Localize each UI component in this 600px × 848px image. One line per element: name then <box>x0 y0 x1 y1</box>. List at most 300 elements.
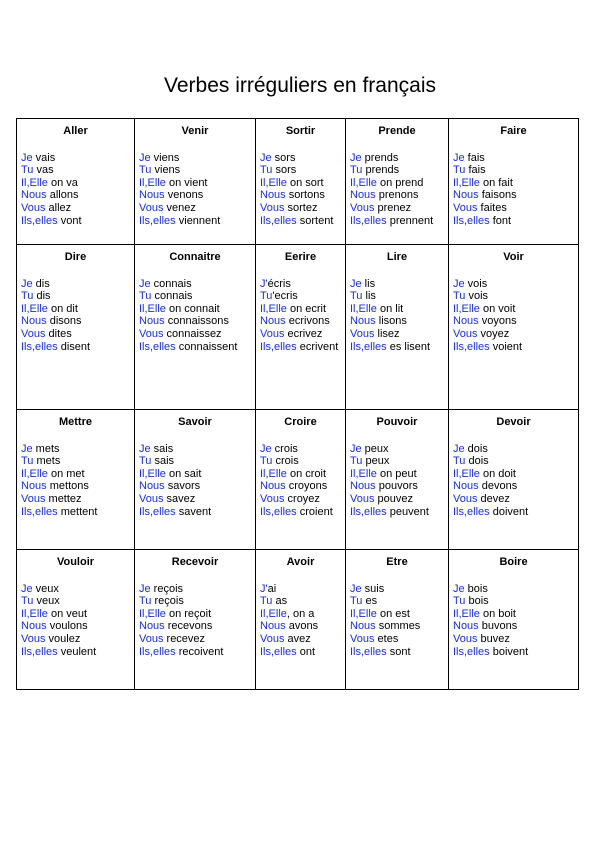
verb-form: prends <box>362 164 400 177</box>
pronoun: Vous <box>260 201 285 214</box>
conjugation-line <box>21 455 130 468</box>
conjugation-line <box>350 315 444 328</box>
conjugation-line <box>350 215 444 228</box>
pronoun: Tu <box>21 455 34 468</box>
verb-form: , on a <box>286 607 315 620</box>
verb-form: veux <box>32 582 59 595</box>
conjugation-line <box>139 455 251 468</box>
conjugation-line <box>453 341 574 354</box>
pronoun: Vous <box>21 492 46 505</box>
verb-form: on vient <box>165 176 208 189</box>
conjugation-line <box>453 328 574 341</box>
verb-cell <box>17 119 135 245</box>
pronoun: Vous <box>21 327 46 340</box>
verb-form: recevons <box>164 620 213 633</box>
conjugation-line <box>350 290 444 303</box>
pronoun: Tu <box>453 455 466 468</box>
pronoun: Il,Elle <box>453 176 480 189</box>
pronoun: Nous <box>453 620 479 633</box>
pronoun: Je <box>260 442 272 455</box>
conjugation-line <box>260 278 341 291</box>
verb-form: ai <box>267 582 277 595</box>
verb-form: buvons <box>478 620 518 633</box>
verb-cell <box>256 245 346 410</box>
conjugation-line <box>453 633 574 646</box>
pronoun: Nous <box>453 315 479 328</box>
pronoun: Je <box>453 151 465 164</box>
verb-form: on ecrit <box>286 302 327 315</box>
conjugation-line <box>260 506 341 519</box>
conjugation-line <box>139 341 251 354</box>
conjugation-line <box>350 646 444 659</box>
pronoun: Vous <box>139 327 164 340</box>
pronoun: Tu <box>350 455 363 468</box>
verb-form: prennent <box>386 214 434 227</box>
verb-form: bois <box>464 582 488 595</box>
verb-cell <box>256 410 346 550</box>
verb-form: es lisent <box>386 340 431 353</box>
pronoun: Vous <box>260 632 285 645</box>
verb-form: ont <box>296 645 316 658</box>
verb-form: lis <box>362 290 376 303</box>
pronoun: Vous <box>350 492 375 505</box>
verb-form: on fait <box>479 176 513 189</box>
conjugation-line <box>453 620 574 633</box>
conjugation-line <box>260 620 341 633</box>
pronoun: Tu <box>21 595 34 608</box>
conjugation-line <box>350 633 444 646</box>
verb-heading: Eerire <box>284 251 317 263</box>
verb-form: peux <box>361 442 389 455</box>
pronoun: Je <box>139 442 151 455</box>
verb-form: viens <box>151 164 181 177</box>
conjugation-line <box>453 608 574 621</box>
verb-form: lis <box>361 277 376 290</box>
conjugation-line <box>350 341 444 354</box>
conjugation-line <box>139 506 251 519</box>
conjugation-line <box>21 583 130 596</box>
conjugation-line <box>21 215 130 228</box>
conjugation-line <box>453 215 574 228</box>
verb-form: 'ecris <box>272 290 298 303</box>
verb-form: on sort <box>286 176 324 189</box>
verb-form: croyez <box>284 492 320 505</box>
conjugation-line <box>139 303 251 316</box>
verb-form: es <box>362 595 378 608</box>
conjugation-line <box>453 315 574 328</box>
verb-form: sommes <box>375 620 421 633</box>
verb-form: voient <box>489 340 523 353</box>
conjugation-line <box>350 202 444 215</box>
conjugation-line <box>139 468 251 481</box>
conjugation-line <box>260 177 341 190</box>
conjugation-line <box>139 328 251 341</box>
pronoun: Tu <box>260 290 273 303</box>
verb-form: lisons <box>375 315 407 328</box>
pronoun: Je <box>453 442 465 455</box>
pronoun: Il,Elle <box>139 176 166 189</box>
conjugation-line <box>139 164 251 177</box>
pronoun: Tu <box>453 595 466 608</box>
pronoun: Tu <box>139 595 152 608</box>
verb-heading: Avoir <box>286 556 315 568</box>
verb-form: écris <box>267 277 291 290</box>
verb-form: on dit <box>47 302 78 315</box>
pronoun: Il,Elle <box>21 607 48 620</box>
conjugation-line <box>260 189 341 202</box>
conjugation-line <box>350 443 444 456</box>
pronoun: Nous <box>350 620 376 633</box>
verb-heading: Prende <box>378 125 416 137</box>
pronoun: Je <box>139 582 151 595</box>
conjugation-line <box>350 328 444 341</box>
verb-form: mettez <box>45 492 82 505</box>
conjugation-line <box>21 303 130 316</box>
conjugation-line <box>139 595 251 608</box>
verb-form: font <box>489 214 512 227</box>
pronoun: Vous <box>453 492 478 505</box>
conjugation-line <box>350 480 444 493</box>
verb-cell <box>346 245 449 410</box>
verb-heading: Devoir <box>496 416 531 428</box>
conjugation-line <box>21 152 130 165</box>
pronoun: Il,Elle <box>350 607 377 620</box>
conjugation-line <box>139 443 251 456</box>
pronoun: Ils,elles <box>260 340 297 353</box>
verb-form: sortons <box>285 189 325 202</box>
conjugation-line <box>350 455 444 468</box>
verb-heading: Vouloir <box>56 556 95 568</box>
verb-heading: Connaitre <box>169 251 221 263</box>
conjugation-line <box>453 443 574 456</box>
pronoun: Je <box>21 151 33 164</box>
pronoun: J' <box>260 582 268 595</box>
verb-form: sors <box>272 164 297 177</box>
conjugation-line <box>453 177 574 190</box>
conjugation-line <box>350 303 444 316</box>
conjugation-line <box>260 303 341 316</box>
pronoun: Vous <box>350 632 375 645</box>
verb-form: as <box>272 595 288 608</box>
verb-form: avez <box>284 632 311 645</box>
pronoun: Ils,elles <box>453 505 490 518</box>
verb-form: on prend <box>376 176 424 189</box>
verb-form: vais <box>32 151 56 164</box>
conjugation-line <box>260 455 341 468</box>
verb-form: devez <box>477 492 510 505</box>
verb-cell <box>346 119 449 245</box>
conjugation-line <box>260 164 341 177</box>
verb-heading: Savoir <box>178 416 212 428</box>
table-row <box>17 119 579 245</box>
pronoun: Il,Elle <box>139 302 166 315</box>
conjugation-line <box>453 202 574 215</box>
pronoun: Tu <box>139 455 152 468</box>
pronoun: Tu <box>260 455 273 468</box>
conjugation-table <box>16 118 579 690</box>
conjugation-line <box>350 164 444 177</box>
verb-heading: Voir <box>503 251 524 263</box>
pronoun: Tu <box>453 164 466 177</box>
conjugation-line <box>260 480 341 493</box>
verb-cell <box>256 119 346 245</box>
conjugation-line <box>21 290 130 303</box>
pronoun: Vous <box>350 201 375 214</box>
verb-cell <box>135 550 256 690</box>
pronoun: Il,Elle <box>453 302 480 315</box>
table-row <box>17 245 579 410</box>
pronoun: Vous <box>139 492 164 505</box>
verb-heading: Croire <box>284 416 317 428</box>
conjugation-line <box>350 493 444 506</box>
verb-form: dites <box>45 327 72 340</box>
pronoun: Tu <box>260 164 273 177</box>
verb-cell <box>135 410 256 550</box>
verb-form: mettent <box>57 505 98 518</box>
pronoun: Ils,elles <box>21 214 58 227</box>
verb-form: on reçoit <box>165 607 212 620</box>
pronoun: Vous <box>139 632 164 645</box>
verb-form: on veut <box>47 607 88 620</box>
pronoun: Ils,elles <box>350 505 387 518</box>
conjugation-line <box>453 480 574 493</box>
verb-heading: Mettre <box>58 416 92 428</box>
verb-heading: Boire <box>499 556 528 568</box>
conjugation-line <box>260 215 341 228</box>
pronoun: Nous <box>139 620 165 633</box>
pronoun: Nous <box>453 480 479 493</box>
pronoun: Je <box>453 582 465 595</box>
pronoun: Vous <box>453 327 478 340</box>
verb-form: crois <box>272 455 299 468</box>
verb-form: viennent <box>175 214 221 227</box>
pronoun: Nous <box>350 480 376 493</box>
verb-form: allez <box>45 201 72 214</box>
verb-cell <box>449 410 579 550</box>
verb-form: sont <box>386 645 411 658</box>
conjugation-line <box>139 480 251 493</box>
verb-form: dois <box>465 455 489 468</box>
conjugation-line <box>350 278 444 291</box>
verb-form: peuvent <box>386 505 429 518</box>
verb-form: vont <box>57 214 82 227</box>
pronoun: Il,Elle <box>260 607 287 620</box>
pronoun: Ils,elles <box>21 340 58 353</box>
verb-form: sais <box>150 442 174 455</box>
conjugation-line <box>21 177 130 190</box>
conjugation-line <box>139 215 251 228</box>
verb-cell <box>346 550 449 690</box>
conjugation-line <box>21 620 130 633</box>
verb-form: crois <box>271 442 298 455</box>
verb-form: etes <box>374 632 399 645</box>
conjugation-line <box>453 646 574 659</box>
conjugation-line <box>260 443 341 456</box>
verb-form: savez <box>163 492 196 505</box>
conjugation-line <box>139 583 251 596</box>
conjugation-line <box>139 633 251 646</box>
pronoun: Ils,elles <box>139 505 176 518</box>
pronoun: Ils,elles <box>139 645 176 658</box>
verb-form: fais <box>464 151 485 164</box>
verb-form: on met <box>47 467 85 480</box>
conjugation-line <box>350 152 444 165</box>
pronoun: Vous <box>139 201 164 214</box>
pronoun: Vous <box>350 327 375 340</box>
pronoun: Il,Elle <box>21 176 48 189</box>
verb-form: mets <box>33 455 61 468</box>
verb-form: dois <box>464 442 488 455</box>
pronoun: Il,Elle <box>453 607 480 620</box>
conjugation-line <box>21 278 130 291</box>
conjugation-line <box>139 315 251 328</box>
verb-form: on boit <box>479 607 516 620</box>
conjugation-line <box>21 633 130 646</box>
verb-form: sors <box>271 151 296 164</box>
conjugation-line <box>139 202 251 215</box>
verb-form: faites <box>477 201 507 214</box>
table-row <box>17 550 579 690</box>
pronoun: Vous <box>21 632 46 645</box>
pronoun: Vous <box>260 492 285 505</box>
verb-cell <box>17 245 135 410</box>
pronoun: Ils,elles <box>350 340 387 353</box>
conjugation-line <box>453 468 574 481</box>
verb-form: ecrivons <box>285 315 330 328</box>
verb-cell <box>17 550 135 690</box>
verb-cell <box>17 410 135 550</box>
verb-form: sortez <box>284 201 318 214</box>
verb-form: on est <box>376 607 410 620</box>
pronoun: Tu <box>453 290 466 303</box>
conjugation-line <box>21 506 130 519</box>
verb-form: dis <box>32 277 50 290</box>
verb-heading: Recevoir <box>171 556 219 568</box>
pronoun: Ils,elles <box>21 505 58 518</box>
pronoun: Je <box>21 582 33 595</box>
verb-form: recevez <box>163 632 206 645</box>
verb-form: peux <box>362 455 390 468</box>
verb-form: savors <box>164 480 201 493</box>
pronoun: Je <box>350 151 362 164</box>
verb-form: ecrivez <box>284 327 323 340</box>
pronoun: Tu <box>260 595 273 608</box>
conjugation-line <box>21 202 130 215</box>
pronoun: Tu <box>139 164 152 177</box>
verb-heading: Pouvoir <box>376 416 418 428</box>
verb-cell <box>449 245 579 410</box>
verb-form: ecrivent <box>296 340 339 353</box>
verb-form: viens <box>150 151 180 164</box>
pronoun: Tu <box>350 164 363 177</box>
pronoun: Je <box>139 277 151 290</box>
verb-form: prenez <box>374 201 412 214</box>
verb-form: pouvez <box>374 492 413 505</box>
conjugation-line <box>350 468 444 481</box>
verb-form: reçois <box>150 582 184 595</box>
verb-form: voyons <box>478 315 517 328</box>
verb-form: on peut <box>376 467 417 480</box>
conjugation-line <box>260 608 341 621</box>
conjugation-line <box>453 595 574 608</box>
conjugation-line <box>260 468 341 481</box>
pronoun: Tu <box>350 290 363 303</box>
conjugation-line <box>21 608 130 621</box>
pronoun: Ils,elles <box>21 645 58 658</box>
conjugation-line <box>350 583 444 596</box>
verb-form: avons <box>285 620 319 633</box>
verb-form: veux <box>33 595 60 608</box>
pronoun: Ils,elles <box>350 214 387 227</box>
pronoun: Il,Elle <box>21 467 48 480</box>
verb-form: sais <box>151 455 175 468</box>
verb-form: doivent <box>489 505 529 518</box>
pronoun: Tu <box>21 164 34 177</box>
conjugation-line <box>21 595 130 608</box>
conjugation-line <box>453 455 574 468</box>
pronoun: Il,Elle <box>139 467 166 480</box>
pronoun: Je <box>21 277 33 290</box>
pronoun: Ils,elles <box>453 645 490 658</box>
pronoun: Ils,elles <box>260 505 297 518</box>
verb-heading: Dire <box>64 251 87 263</box>
conjugation-line <box>350 177 444 190</box>
conjugation-line <box>260 493 341 506</box>
pronoun: Nous <box>21 315 47 328</box>
verb-form: fais <box>465 164 486 177</box>
conjugation-line <box>260 633 341 646</box>
conjugation-line <box>21 443 130 456</box>
conjugation-line <box>260 290 341 303</box>
verb-form: connaissons <box>164 315 229 328</box>
pronoun: Il,Elle <box>350 302 377 315</box>
verb-form: croient <box>296 505 333 518</box>
verb-form: mets <box>32 442 60 455</box>
conjugation-line <box>350 506 444 519</box>
pronoun: Nous <box>139 315 165 328</box>
conjugation-line <box>21 328 130 341</box>
pronoun: Ils,elles <box>139 340 176 353</box>
conjugation-line <box>139 152 251 165</box>
conjugation-line <box>260 328 341 341</box>
verb-form: on croit <box>286 467 327 480</box>
verb-form: suis <box>361 582 385 595</box>
pronoun: Je <box>139 151 151 164</box>
pronoun: Il,Elle <box>260 467 287 480</box>
verb-form: voulez <box>45 632 81 645</box>
verb-form: buvez <box>477 632 510 645</box>
verb-form: vois <box>465 290 489 303</box>
pronoun: Vous <box>260 327 285 340</box>
pronoun: Il,Elle <box>350 176 377 189</box>
conjugation-line <box>139 278 251 291</box>
pronoun: Je <box>350 277 362 290</box>
pronoun: Je <box>453 277 465 290</box>
verb-form: vas <box>33 164 54 177</box>
pronoun: Nous <box>350 189 376 202</box>
conjugation-line <box>260 341 341 354</box>
pronoun: Ils,elles <box>260 645 297 658</box>
verb-form: faisons <box>478 189 517 202</box>
conjugation-line <box>453 278 574 291</box>
conjugation-line <box>453 189 574 202</box>
conjugation-line <box>350 608 444 621</box>
pronoun: Nous <box>139 189 165 202</box>
pronoun: Ils,elles <box>139 214 176 227</box>
pronoun: Vous <box>21 201 46 214</box>
pronoun: Nous <box>21 480 47 493</box>
pronoun: Tu <box>139 290 152 303</box>
